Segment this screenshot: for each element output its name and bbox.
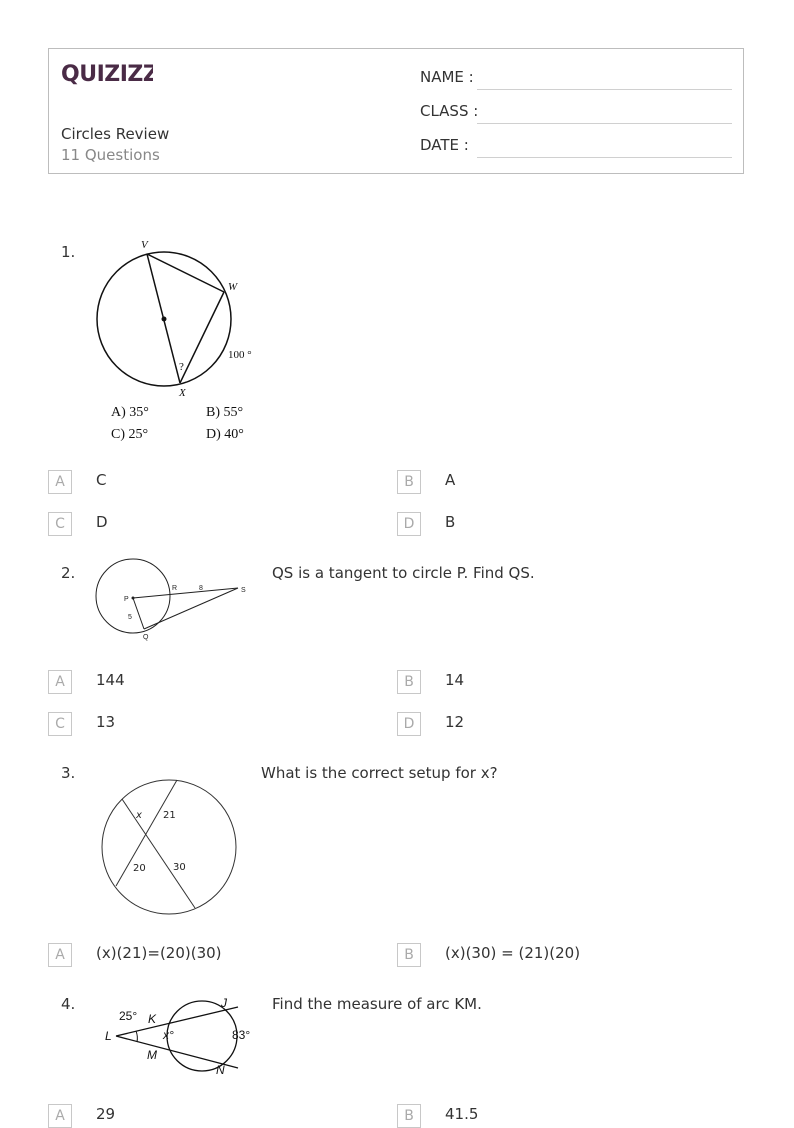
date-line[interactable]: [477, 157, 732, 158]
date-label: DATE :: [420, 136, 469, 154]
option-letter: B: [397, 670, 421, 694]
question-number: 1.: [61, 243, 76, 261]
svg-text:5: 5: [128, 614, 132, 621]
option-letter: C: [48, 512, 72, 536]
question-text: Find the measure of arc KM.: [272, 995, 482, 1013]
option-value: 41.5: [445, 1105, 479, 1123]
svg-text:D) 40°: D) 40°: [206, 427, 244, 442]
option-letter: A: [48, 943, 72, 967]
option-letter: A: [48, 1104, 72, 1128]
question-3-figure: [96, 774, 246, 928]
svg-text:8: 8: [199, 585, 203, 592]
svg-text:83°: 83°: [232, 1028, 251, 1042]
svg-text:Q: Q: [143, 634, 149, 641]
svg-text:30: 30: [173, 862, 186, 873]
svg-text:L: L: [105, 1029, 112, 1043]
svg-text:21: 21: [163, 810, 176, 821]
option-value: (x)(21)=(20)(30): [96, 944, 222, 962]
option-letter: A: [48, 470, 72, 494]
question-4-figure: [100, 992, 260, 1084]
svg-text:x°: x°: [163, 1028, 174, 1042]
option-value: (x)(30) = (21)(20): [445, 944, 581, 962]
class-field[interactable]: [420, 102, 732, 124]
svg-text:?: ?: [179, 361, 184, 373]
name-line[interactable]: [477, 89, 732, 90]
svg-text:B) 55°: B) 55°: [206, 405, 244, 420]
svg-text:R: R: [172, 585, 178, 592]
question-number: 2.: [61, 564, 76, 582]
option-value: A: [445, 471, 456, 489]
svg-text:C) 25°: C) 25°: [111, 427, 149, 442]
question-count: 11 Questions: [61, 146, 160, 164]
option-letter: A: [48, 670, 72, 694]
question-number: 4.: [61, 995, 76, 1013]
question-text: QS is a tangent to circle P. Find QS.: [272, 564, 535, 582]
question-2-figure: [88, 556, 258, 648]
svg-text:W: W: [228, 281, 238, 293]
svg-text:S: S: [241, 587, 246, 594]
option-letter: B: [397, 1104, 421, 1128]
question-number: 3.: [61, 764, 76, 782]
date-field[interactable]: [420, 136, 732, 158]
svg-text:QUIZIZZ: QUIZIZZ: [61, 62, 153, 87]
quizizz-logo: [61, 59, 153, 91]
worksheet-title: Circles Review: [61, 125, 170, 143]
name-label: NAME :: [420, 68, 474, 86]
option-value: 13: [96, 713, 116, 731]
class-label: CLASS :: [420, 102, 479, 120]
option-value: 14: [445, 671, 465, 689]
svg-text:K: K: [148, 1012, 157, 1026]
class-line[interactable]: [477, 123, 732, 124]
option-letter: D: [397, 512, 421, 536]
svg-text:J: J: [221, 996, 227, 1010]
svg-text:X: X: [179, 387, 186, 399]
svg-text:M: M: [147, 1048, 157, 1062]
name-field[interactable]: [420, 68, 732, 90]
option-value: C: [96, 471, 107, 489]
svg-text:25°: 25°: [119, 1009, 138, 1023]
svg-text:P: P: [124, 596, 129, 603]
option-letter: D: [397, 712, 421, 736]
option-letter: C: [48, 712, 72, 736]
option-value: 12: [445, 713, 465, 731]
option-value: B: [445, 513, 456, 531]
option-letter: B: [397, 943, 421, 967]
svg-text:V: V: [141, 239, 148, 251]
svg-text:A) 35°: A) 35°: [111, 405, 149, 420]
option-letter: B: [397, 470, 421, 494]
question-1-figure: [88, 236, 268, 452]
svg-text:x: x: [136, 810, 142, 821]
worksheet-header: [48, 48, 744, 174]
option-value: 29: [96, 1105, 116, 1123]
svg-text:100 °: 100 °: [228, 349, 252, 361]
svg-text:N: N: [216, 1063, 225, 1077]
option-value: 144: [96, 671, 125, 689]
option-value: D: [96, 513, 108, 531]
question-text: What is the correct setup for x?: [261, 764, 498, 782]
svg-text:20: 20: [133, 863, 146, 874]
